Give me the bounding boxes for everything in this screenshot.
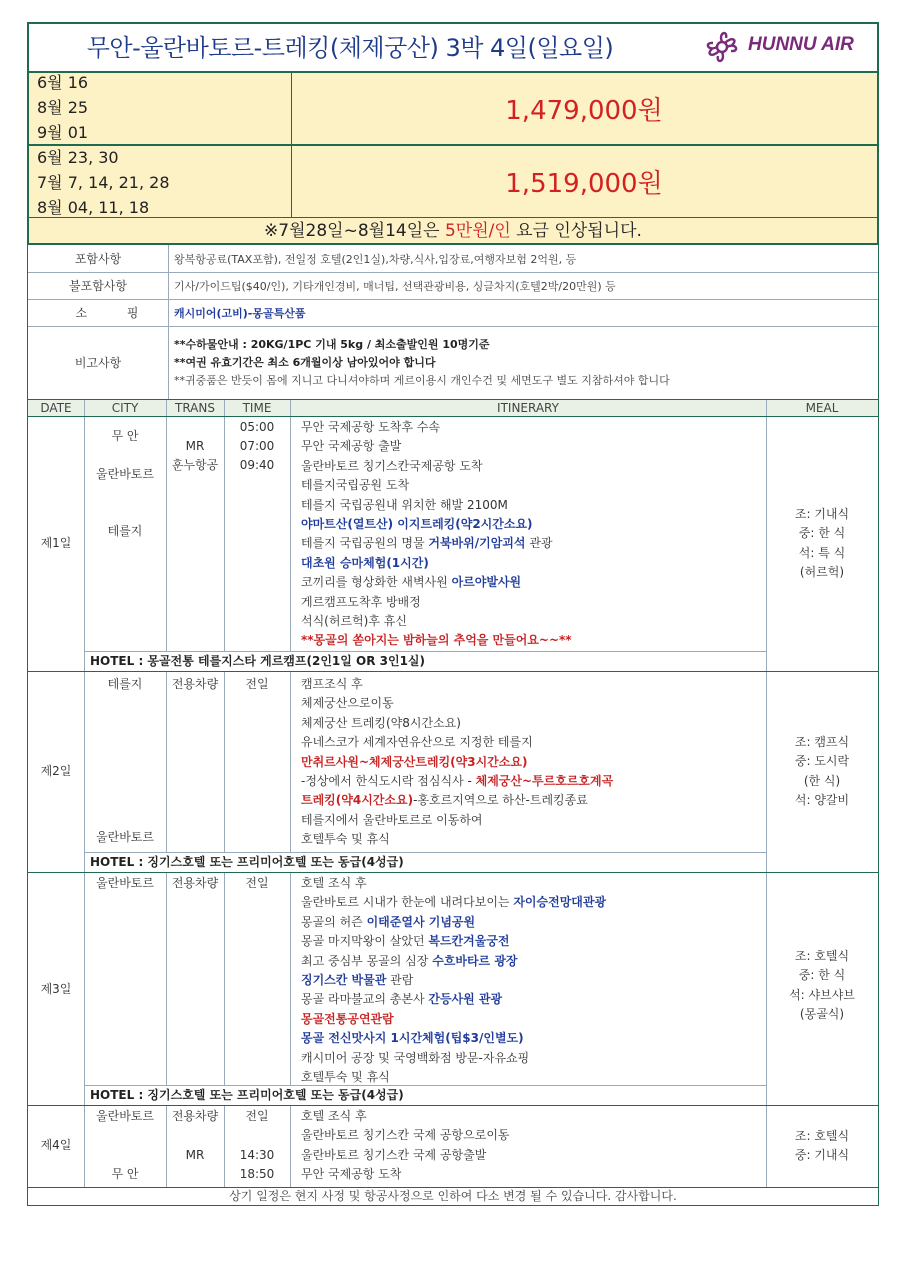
info-row-remarks <box>28 326 878 400</box>
itinerary-item: 테를지국립공원 도착 <box>301 478 410 493</box>
city: 무 안 <box>111 429 139 443</box>
price-value-1: 1,479,000원 <box>505 96 663 126</box>
time: 전일 <box>245 677 269 691</box>
day-label: 제4일 <box>40 1138 72 1152</box>
itinerary-item: 만취르사원~체제궁산트레킹(약3시간소요) <box>301 754 528 769</box>
meal: 조: 캠프식 <box>794 735 850 749</box>
remark-line: **여권 유효기간은 최소 6개월이상 남아있어야 합니다 <box>174 355 436 369</box>
info-label: 소 핑 <box>75 306 157 320</box>
itinerary-item: 울란바토르 칭기스칸국제공항 도착 <box>301 458 483 473</box>
itinerary-item: 몽골 라마불교의 총본사 간등사원 관광 <box>301 992 503 1007</box>
date-line: 9월 01 <box>37 123 89 142</box>
itinerary-item: 최고 중심부 몽골의 심장 수흐바타르 광장 <box>301 953 518 968</box>
meal: 석: 샤브샤브 <box>789 987 855 1002</box>
meal: (허르헉) <box>799 565 845 580</box>
meal: 중: 기내식 <box>794 1148 850 1163</box>
info-content: 왕복항공료(TAX포함), 전일정 호텔(2인1실),차량,식사,입장료,여행자보험 2억원, 등 <box>174 252 577 266</box>
city: 울란바토르 <box>96 467 154 481</box>
itinerary-item: 호텔투숙 및 휴식 <box>301 832 390 847</box>
date-line: 6월 16 <box>37 73 89 92</box>
meal: 중: 한 식 <box>798 968 846 983</box>
itinerary-item: 캠프조식 후 <box>301 677 363 691</box>
itinerary-item: 호텔 조식 후 <box>301 876 367 890</box>
itinerary-item: 체제궁산 트레킹(약8시간소요) <box>301 715 461 730</box>
time: 07:00 <box>239 439 275 453</box>
itinerary-list <box>301 874 606 1087</box>
meal: 석: 특 식 <box>798 545 846 560</box>
itinerary-item: 몽골 마지막왕이 살았던 복드칸겨울궁전 <box>301 934 510 949</box>
col-trans: TRANS <box>175 401 215 415</box>
info-label: 비고사항 <box>74 356 122 370</box>
city: 테를지 <box>107 677 143 691</box>
itinerary-item: 무안 국제공항 도착후 수속 <box>301 420 440 434</box>
meal: (몽골식) <box>799 1007 845 1022</box>
info-row-exclude <box>28 272 878 300</box>
info-row-include <box>28 245 878 273</box>
trans: 훈누항공 <box>171 458 219 472</box>
itinerary-item: 무안 국제공항 도착 <box>301 1167 402 1182</box>
trans: 전용차량 <box>171 1109 219 1123</box>
itinerary-item: 호텔 조식 후 <box>301 1109 367 1123</box>
col-itinerary: ITINERARY <box>497 401 559 415</box>
meal: 조: 기내식 <box>794 507 850 521</box>
itinerary-item: **몽골의 쏟아지는 밤하늘의 추억을 만들어요~~** <box>301 633 572 648</box>
meal: 석: 양갈비 <box>794 793 850 808</box>
itinerary-list <box>301 418 572 651</box>
logo-text: HUNNU AIR <box>748 34 854 55</box>
itinerary-item: 몽골 전신맛사지 1시간체험(팁$3/인별도) <box>301 1031 524 1046</box>
trans: 전용차량 <box>171 876 219 890</box>
itinerary-item: 코끼리를 형상화한 새벽사원 아르야발사원 <box>301 575 522 590</box>
itinerary-item: 테를지 국립공원의 명물 거북바위/기암괴석 관광 <box>301 536 553 551</box>
city: 울란바토르 <box>96 1109 154 1123</box>
meal: 조: 호텔식 <box>794 1129 850 1143</box>
itinerary-item: 유네스코가 세계자연유산으로 지정한 테를지 <box>301 735 533 750</box>
footer-note: 상기 일정은 현지 사정 및 항공사정으로 인하여 다소 변경 될 수 있습니다. 감사합니다. <box>27 1187 879 1206</box>
day-3-block <box>27 873 879 1106</box>
city: 울란바토르 <box>96 830 154 844</box>
day-2-block <box>27 672 879 873</box>
col-time: TIME <box>242 401 272 415</box>
col-city: CITY <box>111 401 139 415</box>
time: 09:40 <box>239 458 275 472</box>
itinerary-item: 울란바토르 시내가 한눈에 내려다보이는 자이승전망대관광 <box>301 895 607 910</box>
meal-list <box>766 505 878 583</box>
itinerary-item: 호텔투숙 및 휴식 <box>301 1070 390 1085</box>
city: 무 안 <box>111 1167 139 1181</box>
day-label: 제3일 <box>40 982 72 996</box>
info-content: 캐시미어(고비)-몽골특산품 <box>174 306 306 320</box>
itinerary-item: 대초원 승마체험(1시간) <box>301 555 429 570</box>
meal: 중: 한 식 <box>798 526 846 541</box>
info-content: 기사/가이드팁($40/인), 기타개인경비, 매너팁, 선택관광비용, 싱글차지(호텔2박/20만원) 등 <box>174 279 616 293</box>
meal: 중: 도시락 <box>794 754 850 769</box>
price-row-1 <box>27 73 879 146</box>
trans: 전용차량 <box>171 677 219 691</box>
itinerary-item: 게르캠프도착후 방배정 <box>301 594 421 609</box>
col-meal: MEAL <box>805 401 839 415</box>
itinerary-item: 테를지 국립공원내 위치한 해발 2100M <box>301 497 508 512</box>
notice-prefix: ※7월28일~8월14일은 <box>264 221 445 241</box>
time: 전일 <box>245 1109 269 1123</box>
info-label: 포함사항 <box>74 252 122 266</box>
notice-highlight: 5만원/인 <box>444 221 511 241</box>
date-line: 8월 04, 11, 18 <box>37 198 150 217</box>
itinerary-item: 울란바토르 칭기스칸 국제 공항출발 <box>301 1147 487 1162</box>
itinerary-item: 체제궁산으로이동 <box>301 696 394 711</box>
notice-suffix: 요금 인상됩니다. <box>510 221 642 241</box>
info-table <box>27 245 879 400</box>
page-title: 무안-울란바토르-트레킹(체제궁산) 3박 4일(일요일) <box>86 34 614 62</box>
surcharge-notice <box>27 218 879 245</box>
meal-list <box>766 733 878 811</box>
itinerary-header <box>27 399 879 417</box>
itinerary-item: 몽골의 허즌 이태준열사 기념공원 <box>301 914 476 929</box>
itinerary-item: 징기스칸 박물관 관람 <box>301 973 414 988</box>
remark-line: **귀중품은 반듯이 몸에 지니고 다니셔야하며 게르이용시 개인수건 및 세면도구 별도 지참하셔야 합니다 <box>174 373 670 387</box>
time: 전일 <box>245 876 269 890</box>
date-line: 6월 23, 30 <box>37 148 119 167</box>
day-label: 제1일 <box>40 536 72 550</box>
day-4-block <box>27 1106 879 1188</box>
remark-line: **수하물안내 : 20KG/1PC 기내 5kg / 최소출발인원 10명기준 <box>174 337 490 351</box>
info-content <box>174 326 670 399</box>
meal-list <box>766 1127 878 1166</box>
itinerary-list <box>301 675 613 850</box>
price-row-2 <box>27 145 879 219</box>
itinerary-item: 석식(허르헉)후 휴신 <box>301 614 407 629</box>
city: 울란바토르 <box>96 876 154 890</box>
info-label: 불포함사항 <box>69 279 127 293</box>
price-value-2: 1,519,000원 <box>505 169 663 199</box>
trans: MR <box>185 1148 205 1162</box>
hotel-line: HOTEL : 몽골전통 테를지스타 게르캠프(2인1일 OR 3인1실) <box>90 654 426 668</box>
city: 테를지 <box>107 524 143 538</box>
itinerary-item: 테를지에서 울란바토르로 이동하여 <box>301 812 483 827</box>
time: 14:30 <box>239 1148 275 1162</box>
date-line: 8월 25 <box>37 98 89 117</box>
price-dates-2 <box>37 145 170 220</box>
time: 18:50 <box>239 1167 275 1181</box>
itinerary-list <box>301 1107 510 1185</box>
airline-logo <box>700 26 872 68</box>
date-line: 7월 7, 14, 21, 28 <box>37 173 170 192</box>
itinerary-item: 야마트산(열트산) 이지트레킹(약2시간소요) <box>301 517 533 532</box>
price-dates-1 <box>37 70 88 145</box>
col-date: DATE <box>40 401 72 415</box>
meal: (한 식) <box>803 773 841 788</box>
meal: 조: 호텔식 <box>794 949 850 963</box>
day-1-block <box>27 417 879 672</box>
trans: MR <box>185 439 205 453</box>
itinerary-item: 울란바토르 칭기스칸 국제 공항으로이동 <box>301 1128 510 1143</box>
hotel-line: HOTEL : 징기스호텔 또는 프리미어호텔 또는 동급(4성급) <box>90 855 404 869</box>
itinerary-item: -정상에서 한식도시락 점심식사 - 체제궁산~투르호르호계곡 <box>301 774 614 789</box>
itinerary-item: 몽골전통공연관람 <box>301 1011 394 1026</box>
meal-list <box>766 947 878 1025</box>
day-label: 제2일 <box>40 764 72 778</box>
itinerary-item: 캐시미어 공장 및 국영백화점 방문-자유쇼핑 <box>301 1050 530 1065</box>
itinerary-item: 트레킹(약4시간소요)-홍호르지역으로 하산-트레킹종료 <box>301 793 588 808</box>
itinerary-item: 무안 국제공항 출발 <box>301 439 402 454</box>
flower-logo-icon <box>700 26 744 68</box>
hotel-line: HOTEL : 징기스호텔 또는 프리미어호텔 또는 동급(4성급) <box>90 1088 404 1102</box>
info-row-shopping <box>28 299 878 327</box>
time: 05:00 <box>239 420 275 434</box>
